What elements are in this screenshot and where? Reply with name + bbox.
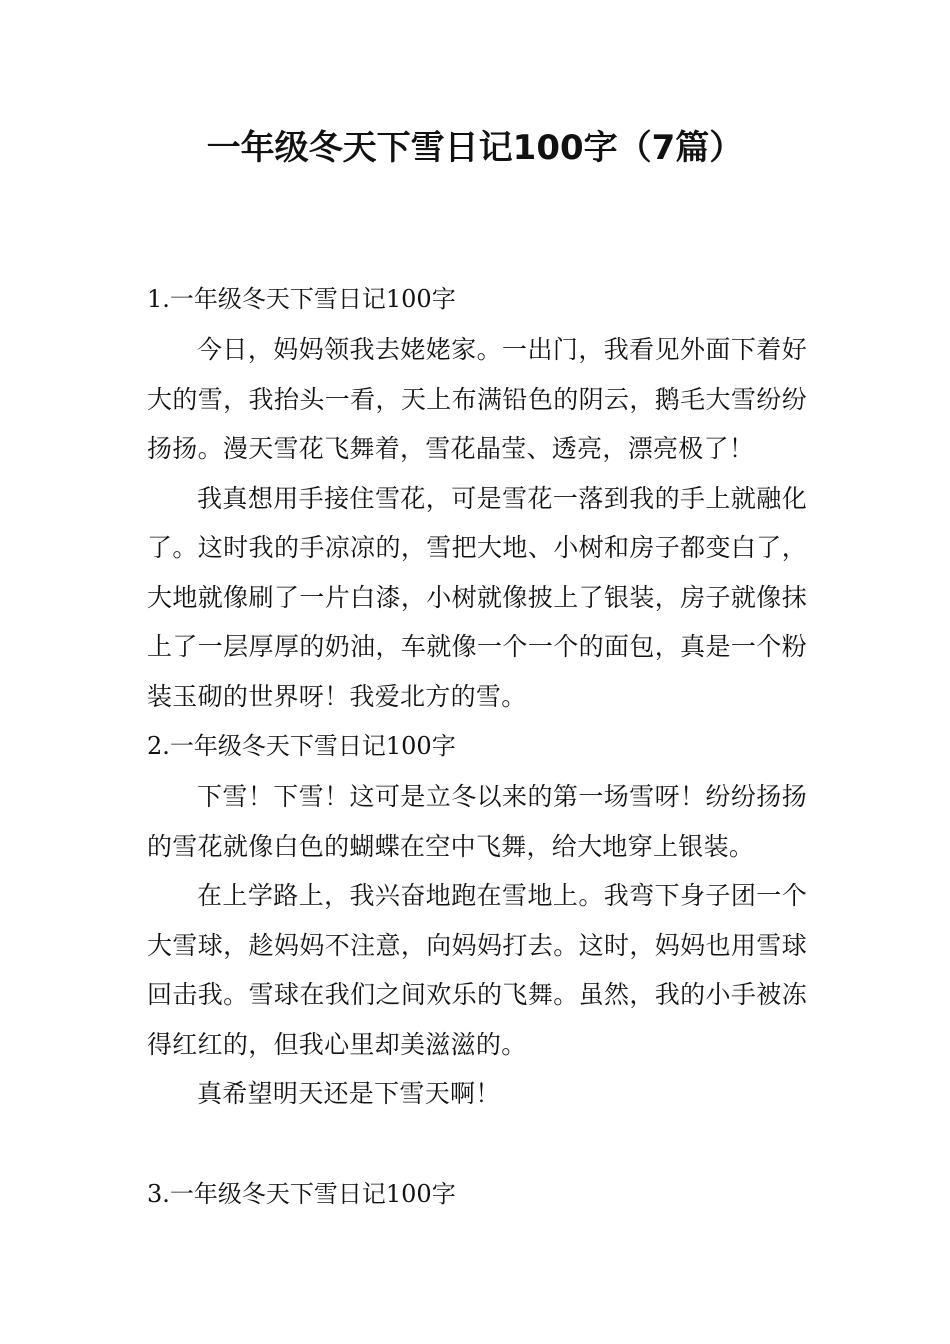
paragraph: 在上学路上，我兴奋地跑在雪地上。我弯下身子团一个大雪球，趁妈妈不注意，向妈妈打去。这时，妈妈也用雪球回击我。雪球在我们之间欢乐的飞舞。虽然，我的小手被冻得红红的，但我心里却美滋滋的。 — [147, 881, 807, 1059]
section-body-1 — [147, 325, 807, 721]
section-heading-3: 3.一年级冬天下雪日记100字 — [147, 1180, 456, 1208]
section-body-2 — [147, 772, 807, 1119]
section-heading-1: 1.一年级冬天下雪日记100字 — [147, 285, 456, 313]
paragraph: 下雪！下雪！这可是立冬以来的第一场雪呀！纷纷扬扬的雪花就像白色的蝴蝶在空中飞舞，给大地穿上银装。 — [147, 782, 807, 861]
document-title: 一年级冬天下雪日记100字（7篇） — [206, 128, 744, 168]
paragraph: 我真想用手接住雪花，可是雪花一落到我的手上就融化了。这时我的手凉凉的，雪把大地、小树和房子都变白了，大地就像刷了一片白漆，小树就像披上了银装，房子就像抹上了一层厚厚的奶油，车就像一个一个的面包，真是一个粉装玉砌的世界呀！我爱北方的雪。 — [147, 483, 807, 711]
paragraph: 今日，妈妈领我去姥姥家。一出门，我看见外面下着好大的雪，我抬头一看，天上布满铅色的阴云，鹅毛大雪纷纷扬扬。漫天雪花飞舞着，雪花晶莹、透亮，漂亮极了！ — [147, 335, 807, 463]
section-heading-2: 2.一年级冬天下雪日记100字 — [147, 732, 456, 760]
paragraph: 真希望明天还是下雪天啊！ — [197, 1079, 501, 1108]
